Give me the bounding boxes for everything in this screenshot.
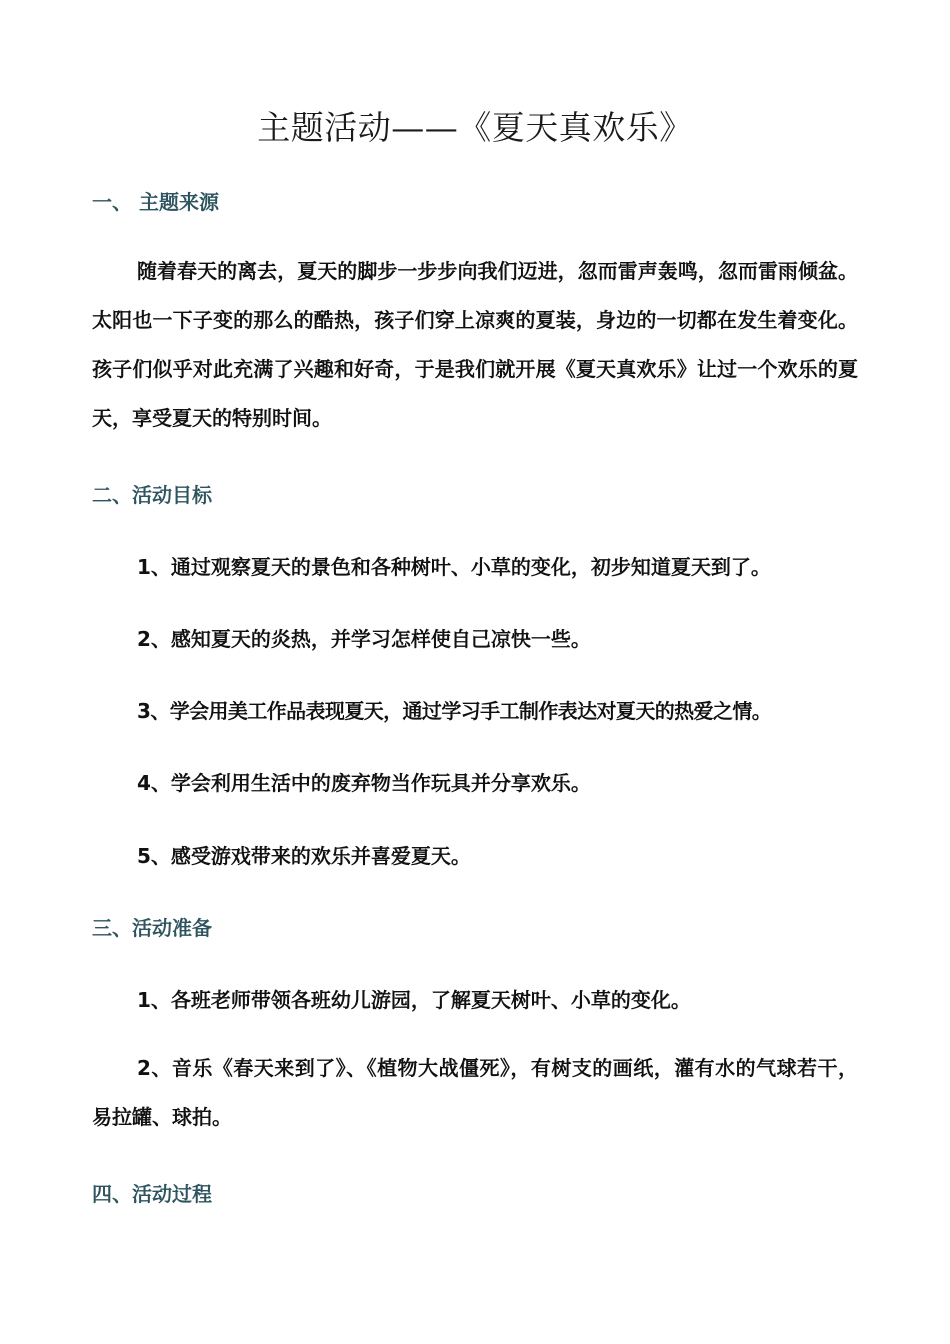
section-heading-goals: 二、活动目标 — [92, 483, 212, 507]
document-title: 主题活动——《夏天真欢乐》 — [257, 108, 693, 147]
goal-item-4: 4、学会利用生活中的废弃物当作玩具并分享欢乐。 — [137, 771, 591, 795]
section-heading-preparation: 三、活动准备 — [92, 916, 212, 940]
preparation-item-1: 1、各班老师带领各班幼儿游园，了解夏天树叶、小草的变化。 — [137, 988, 691, 1012]
section-heading-process: 四、活动过程 — [92, 1182, 212, 1206]
section-heading-source: 一、 主题来源 — [92, 190, 219, 214]
source-paragraph: 随着春天的离去，夏天的脚步一步步向我们迈进，忽而雷声轰鸣，忽而雷雨倾盆。太阳也一下子变的那么的酷热，孩子们穿上凉爽的夏装，身边的一切都在发生着变化。孩子们似乎对此充满了兴趣和好奇，于是我们就开展《夏天真欢乐》让过一个欢乐的夏天，享受夏天的特别时间。 — [92, 259, 858, 430]
goal-item-2: 2、感知夏天的炎热，并学习怎样使自己凉快一些。 — [137, 627, 591, 651]
goal-item-3: 3、学会用美工作品表现夏天，通过学习手工制作表达对夏天的热爱之情。 — [137, 699, 772, 723]
goal-item-5: 5、感受游戏带来的欢乐并喜爱夏天。 — [137, 844, 471, 868]
goal-item-1: 1、通过观察夏天的景色和各种树叶、小草的变化，初步知道夏天到了。 — [137, 555, 771, 579]
preparation-item-2: 2、音乐《春天来到了》、《植物大战僵死》，有树支的画纸，灌有水的气球若干，易拉罐、球拍。 — [92, 1056, 858, 1129]
